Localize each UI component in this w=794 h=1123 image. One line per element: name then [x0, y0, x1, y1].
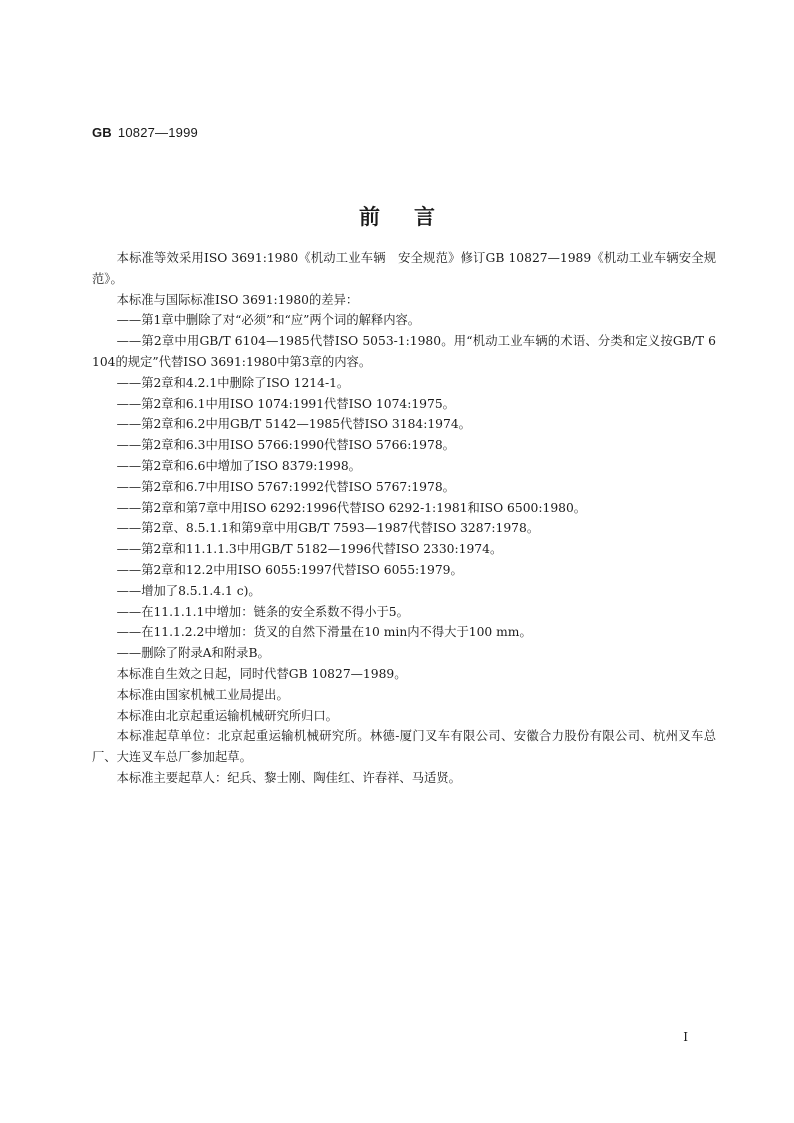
list-item: ——第2章和6.1中用ISO 1074:1991代替ISO 1074:1975。 [116, 396, 455, 411]
paragraph: 本标准主要起草人：纪兵、黎士刚、陶佳红、许春祥、马适贤。 [116, 770, 461, 785]
paragraph: 本标准由北京起重运输机械研究所归口。 [116, 708, 338, 723]
list-item: ——第2章和6.2中用GB/T 5142—1985代替ISO 3184:1974。 [116, 417, 471, 432]
paragraph: 本标准由国家机械工业局提出。 [116, 687, 289, 702]
standard-number [92, 125, 198, 140]
list-item: ——增加了8.5.1.4.1 c)。 [116, 583, 261, 598]
list-item: ——第2章中用GB/T 6104—1985代替ISO 5053-1:1980。用“机动工业车辆的术语、分类和定义按GB/T 6104的规定”代替ISO 3691:1980中第3章的内容。 [92, 334, 716, 369]
list-item: ——第2章和6.6中增加了ISO 8379:1998。 [116, 458, 361, 473]
paragraph: 本标准与国际标准ISO 3691:1980的差异： [116, 292, 359, 307]
list-item: ——第2章和6.7中用ISO 5767:1992代替ISO 5767:1978。 [116, 479, 455, 494]
page-number: I [683, 1030, 688, 1044]
paragraph: 本标准起草单位：北京起重运输机械研究所。林德-厦门叉车有限公司、安徽合力股份有限公司、杭州叉车总厂、大连叉车总厂参加起草。 [92, 729, 716, 765]
list-item: ——在11.1.1.1中增加：链条的安全系数不得小于5。 [116, 604, 409, 619]
list-item: ——第2章和12.2中用ISO 6055:1997代替ISO 6055:1979。 [116, 562, 463, 577]
list-item: ——第2章和6.3中用ISO 5766:1990代替ISO 5766:1978。 [116, 438, 455, 453]
foreword-body [92, 248, 716, 789]
list-item: ——第2章和4.2.1中删除了ISO 1214-1。 [116, 375, 350, 390]
paragraph: 本标准自生效之日起，同时代替GB 10827—1989。 [116, 666, 407, 681]
list-item: ——第2章、8.5.1.1和第9章中用GB/T 7593—1987代替ISO 3287:1978。 [116, 521, 540, 536]
list-item: ——删除了附录A和附录B。 [116, 646, 270, 661]
page-title: 前言 [359, 204, 469, 229]
list-item: ——在11.1.2.2中增加：货叉的自然下滑量在10 min内不得大于100 mm。 [116, 625, 532, 640]
list-item: ——第1章中删除了对“必须”和“应”两个词的解释内容。 [116, 313, 421, 328]
standard-code: 10827—1999 [117, 125, 198, 140]
list-item: ——第2章和11.1.1.3中用GB/T 5182—1996代替ISO 2330:1974。 [116, 542, 503, 557]
standard-prefix: GB [92, 125, 112, 140]
paragraph: 本标准等效采用ISO 3691:1980《机动工业车辆 安全规范》修订GB 10827—1989《机动工业车辆安全规范》。 [92, 251, 716, 286]
list-item: ——第2章和第7章中用ISO 6292:1996代替ISO 6292-1:1981和ISO 6500:1980。 [116, 500, 587, 515]
